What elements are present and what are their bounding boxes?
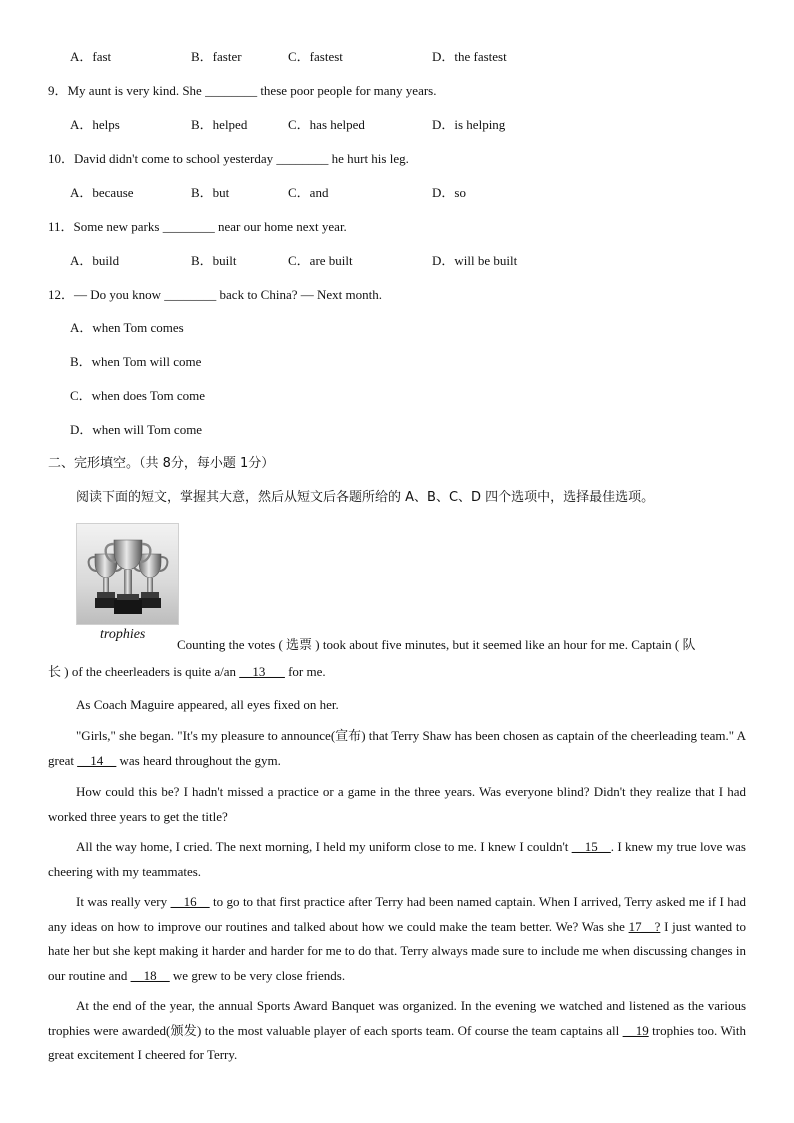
q9-option-a: A．helps xyxy=(70,117,120,132)
q8-option-c: C．fastest xyxy=(288,49,343,64)
q12-stem: 12．— Do you know ________ back to China? — Next month. xyxy=(48,287,382,302)
passage-text: At the end of the year, the annual Sports Award Banquet was organized. In the evening we watched and listened as the various trophies were awarded(颁发) to the most valuable player of each sports team. Of course the team captains all xyxy=(48,998,746,1038)
passage-paragraph-5 xyxy=(48,835,746,884)
passage-text: All the way home, I cried. The next morning, I held my uniform close to me. I knew I couldn't xyxy=(76,839,572,854)
q10-option-c: C．and xyxy=(288,185,329,200)
passage-paragraph-4: How could this be? I hadn't missed a practice or a game in the three years. Was everyone blind? Didn't they realize that I had worked three years to get the title? xyxy=(48,784,746,824)
trophies-image xyxy=(76,523,179,625)
q11-option-c: C．are built xyxy=(288,253,353,268)
q8-option-d: D．the fastest xyxy=(432,49,507,64)
q11-option-d: D．will be built xyxy=(432,253,518,268)
blank-13: __13___ xyxy=(239,664,285,679)
q11-stem: 11．Some new parks ________ near our home next year. xyxy=(48,219,347,234)
q10-option-d: D．so xyxy=(432,185,466,200)
image-caption: trophies xyxy=(100,627,146,642)
q12-option-b: B．when Tom will come xyxy=(70,354,202,369)
blank-14: __14__ xyxy=(77,752,117,768)
q12-option-a: A．when Tom comes xyxy=(70,320,184,335)
section-instruction: 阅读下面的短文，掌握其大意，然后从短文后各题所给的 A、B、C、D 四个选项中，选择最佳选项。 xyxy=(76,490,655,505)
blank-15: __15__ xyxy=(571,839,611,854)
q12-option-d: D．when will Tom come xyxy=(70,422,203,437)
blank-19: __19 xyxy=(622,1022,649,1038)
q9-option-d: D．is helping xyxy=(432,117,506,132)
passage-text: trophies too. With great excitement I cheered for Terry. xyxy=(48,1022,746,1062)
passage-paragraph-2: As Coach Maguire appeared, all eyes fixed on her. xyxy=(76,697,339,712)
q10-stem: 10．David didn't come to school yesterday ________ he hurt his leg. xyxy=(48,151,409,166)
blank-17: 17__? xyxy=(628,918,661,934)
blank-18: __18__ xyxy=(130,967,170,983)
q9-option-c: C．has helped xyxy=(288,117,365,132)
passage-text: we grew to be very close friends. xyxy=(169,967,346,983)
passage-paragraph-6 xyxy=(48,890,746,988)
passage-paragraph-7 xyxy=(48,994,746,1068)
q10-option-a: A．because xyxy=(70,185,134,200)
trophy-icon xyxy=(77,524,178,624)
q9-option-b: B．helped xyxy=(191,117,248,132)
q8-option-a: A．fast xyxy=(70,49,112,64)
passage-line-2 xyxy=(48,664,326,680)
passage-text: . I knew my true love was cheering with my teammates. xyxy=(48,839,746,879)
passage-text: I just wanted to hate her but she kept making it harder and harder for me to do that. Terry always made sure to include me when discussing changes in our routine and xyxy=(48,918,747,983)
passage-paragraph-3 xyxy=(48,724,746,773)
passage-text: was heard throughout the gym. xyxy=(116,752,281,768)
passage-text: "Girls," she began. "It's my pleasure to announce(宣布) that Terry Shaw has been chosen as captain of the cheerleading team." A great xyxy=(48,728,746,768)
passage-text: 长 ) of the cheerleaders is quite a/an xyxy=(48,664,240,679)
q12-option-c: C．when does Tom come xyxy=(70,388,205,403)
blank-16: __16__ xyxy=(170,894,210,909)
passage-text: It was really very xyxy=(76,894,171,909)
q11-option-a: A．build xyxy=(70,253,120,268)
passage-text: to go to that first practice after Terry had been named captain. When I arrived, Terry asked me if I had any ideas on how to improve our routines and talked about how we could make the team better. We? Was she xyxy=(48,894,747,934)
q8-option-b: B．faster xyxy=(191,49,242,64)
section-heading: 二、完形填空。（共 8分，每小题 1分） xyxy=(48,456,275,471)
passage-line-1: Counting the votes ( 选票 ) took about five minutes, but it seemed like an hour for me. Captain ( 队 xyxy=(177,637,696,652)
q11-option-b: B．built xyxy=(191,253,237,268)
q10-option-b: B．but xyxy=(191,185,230,200)
q9-stem: 9．My aunt is very kind. She ________ these poor people for many years. xyxy=(48,83,437,98)
passage-text: for me. xyxy=(284,664,326,679)
